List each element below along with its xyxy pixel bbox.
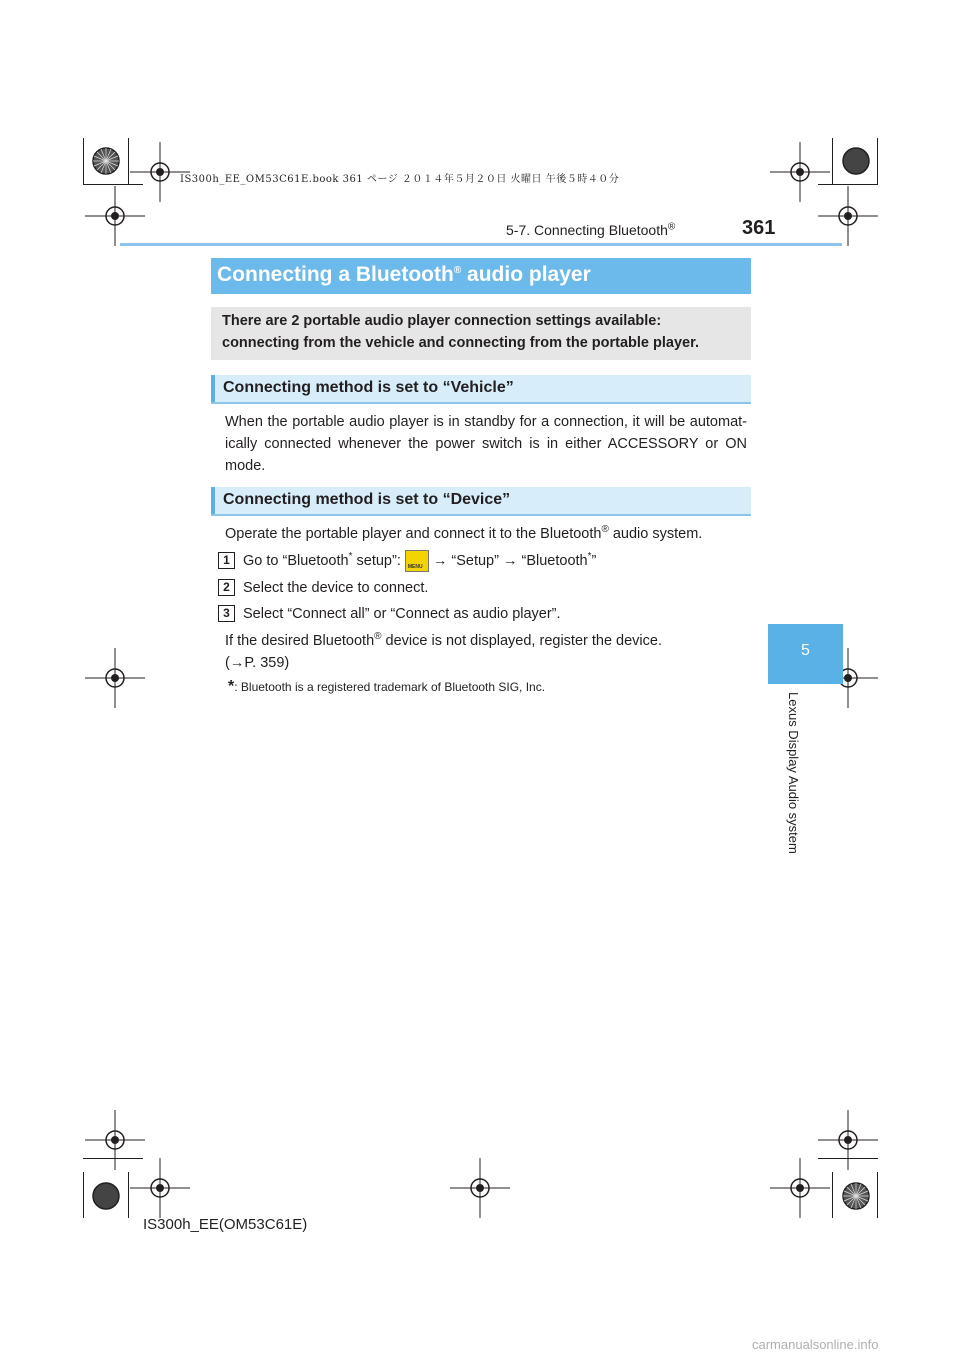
chapter-tab: 5 xyxy=(768,624,843,684)
page-reference-link[interactable]: (→P. 359) xyxy=(225,655,290,671)
step-1-text xyxy=(243,550,596,572)
vehicle-body: When the portable audio player is in standby for a connection, it will be automat-ically connected whenever the power switch is in either ACCESSORY or ON mode. xyxy=(225,414,747,474)
step-number-3: 3 xyxy=(218,605,235,622)
section-label: 5-7. Connecting Bluetooth xyxy=(506,222,668,238)
asterisk: * xyxy=(587,551,592,563)
step-1-part-c: → “Setup” → “Bluetooth xyxy=(432,553,588,569)
step-number-2: 2 xyxy=(218,579,235,596)
page-number: 361 xyxy=(742,217,776,239)
step-1-part-d: ” xyxy=(591,553,597,569)
step-1-part-b: setup”: xyxy=(352,553,401,569)
footnote-asterisk: * xyxy=(228,678,235,695)
registered-mark: ® xyxy=(667,221,676,233)
chapter-label: Lexus Display Audio system xyxy=(786,692,801,854)
section-title xyxy=(211,258,751,294)
title-registered-mark: ® xyxy=(453,265,462,276)
step-number-1: 1 xyxy=(218,552,235,569)
running-header xyxy=(506,222,675,238)
subheading-vehicle xyxy=(211,375,751,404)
device-body xyxy=(225,523,702,545)
device-body-pre: Operate the portable player and connect it to the Bluetooth xyxy=(225,526,602,542)
header-rule xyxy=(120,243,842,246)
watermark: carmanualsonline.info xyxy=(752,1337,879,1352)
step-1-part-a: Go to “Bluetooth xyxy=(243,553,349,569)
note-text xyxy=(225,630,662,652)
subheading-device xyxy=(211,487,751,516)
subheading-vehicle-text: Connecting method is set to “Vehicle” xyxy=(223,379,514,396)
registered-mark: ® xyxy=(374,631,382,643)
registered-mark: ® xyxy=(601,524,609,536)
menu-button-icon xyxy=(405,550,429,572)
subheading-accent xyxy=(211,487,215,514)
menu-button-label: MENU xyxy=(407,564,423,571)
step-3-text: Select “Connect all” or “Connect as audio player”. xyxy=(243,606,561,622)
print-info: IS300h_EE_OM53C61E.book 361 ページ ２０１４年５月２０日 火曜日 午後５時４０分 xyxy=(180,174,620,185)
note-pre: If the desired Bluetooth xyxy=(225,633,375,649)
step-2-text: Select the device to connect. xyxy=(243,580,429,596)
subheading-accent xyxy=(211,375,215,402)
intro-box: There are 2 portable audio player connection settings available: connecting from the vehicle and connecting from the portable player. xyxy=(211,307,751,360)
footnote xyxy=(228,678,545,696)
note-post: device is not displayed, register the device. xyxy=(381,633,662,649)
title-text: Connecting a Bluetooth xyxy=(217,263,454,286)
asterisk: * xyxy=(348,551,353,563)
subheading-device-text: Connecting method is set to “Device” xyxy=(223,491,511,508)
device-body-post: audio system. xyxy=(608,526,703,542)
footer-code: IS300h_EE(OM53C61E) xyxy=(143,1216,308,1233)
footnote-text: : Bluetooth is a registered trademark of Bluetooth SIG, Inc. xyxy=(234,680,546,694)
title-suffix: audio player xyxy=(461,263,591,286)
